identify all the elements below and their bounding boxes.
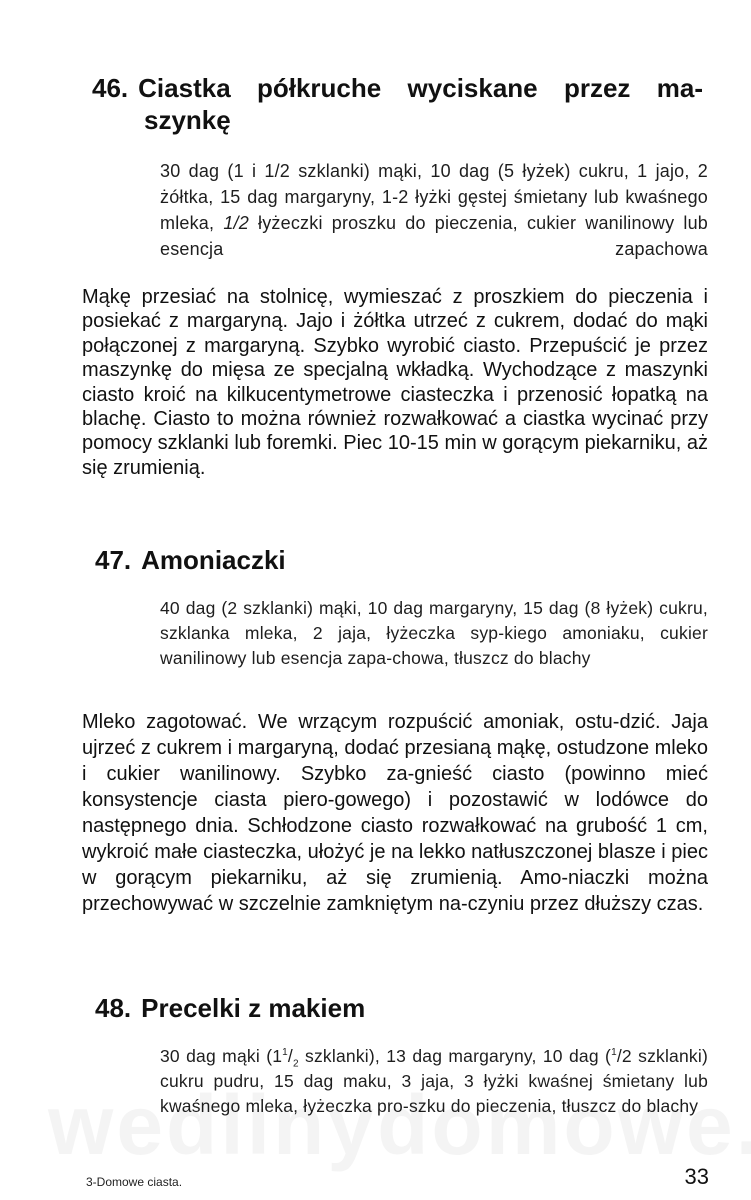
recipe-47-title-text: Amoniaczki: [141, 545, 286, 575]
recipe-47-method: Mleko zagotować. We wrzącym rozpuścić amoniak, ostu-dzić. Jaja ujrzeć z cukrem i margaryną, dodać przesianą mąkę, ostudzone mleko i cukier wanilinowy. Szybko za-gnieść ciasto (powinno mieć konsystencje ciasta piero-gowego) i pozostawić w lodówce do następnego dnia. Schłodzone ciasto rozwałkować na grubość 1 cm, wykroić małe ciasteczka, ułożyć je na lekko natłuszczonej blasze i piec w gorącym piekarniku, aż się zrumienią. Amo-niaczki można przechowywać w szczelnie zamkniętym na-czyniu przez dłuższy czas.: [82, 711, 708, 915]
recipe-48-fraction1-numerator: 1: [282, 1047, 288, 1059]
recipe-46-title-line1: [92, 72, 703, 104]
recipe-48-title-text: Precelki z makiem: [141, 993, 366, 1023]
recipe-46-ingredients-part5: pieczenia, cukier wanilinowy lub esencja zapachowa: [160, 213, 709, 259]
recipe-46-ingredients: [160, 158, 708, 262]
recipe-48-ingredients-pre: 30 dag mąki (1: [160, 1046, 283, 1066]
recipe-46-ingredients-part2: 1 jajo, 2 żółtka, 15 dag margaryny, 1-2 łyżki gęstej: [160, 161, 708, 207]
recipe-46-number: 46.: [92, 73, 129, 103]
recipe-46-ingredients-part4: łyżeczki proszku do: [248, 213, 426, 233]
recipe-48-fraction1-denominator: 2: [292, 1058, 299, 1070]
recipe-47-number: 47.: [95, 545, 132, 575]
recipe-48-number: 48.: [95, 993, 132, 1023]
recipe-48-ingredients: 30 dag mąki ($1^1/_2$ szklanki), 13 dag margaryny, 10 dag ($^1$/2 szklanki) cukru pudru, 15 dag maku, 3 jaja, 3 łyżki kwaśnej śmietany lub kwaśnego mleka, łyżeczka pro-szku do pieczenia, tłuszcz do blachy: [160, 1046, 708, 1116]
recipe-46-ingredients-fraction: 1/2: [223, 213, 249, 233]
recipe-46-title: [92, 72, 703, 136]
recipe-47-ingredients: 40 dag (2 szklanki) mąki, 10 dag margaryny, 15 dag (8 łyżek) cukru, szklanka mleka, 2 jaja, łyżeczka syp-kiego amoniaku, cukier wanilinowy lub esencja zapa-chowa, tłuszcz do blachy: [160, 598, 708, 668]
recipe-46-ingredients-part3: śmietany lub kwaśnego mleka,: [160, 187, 708, 233]
footer-book-title: 3-Domowe ciasta.: [86, 1175, 183, 1189]
recipe-46-title-line2: szynkę: [144, 105, 231, 135]
recipe-48-ingredients-mid: szklanki), 13 dag margaryny, 10 dag (: [298, 1046, 612, 1066]
page-number: 33: [684, 1164, 709, 1189]
recipe-46-title-text: Ciastka półkruche wyciskane przez ma-: [138, 73, 703, 103]
recipe-48-ingredients-post: /2 szklanki) cukru pudru, 15 dag maku, 3 jaja, 3 łyżki kwaśnej śmietany lub kwaśnego mleka, łyżeczka pro-szku do pieczenia, tłuszcz do blachy: [160, 1046, 708, 1116]
recipe-48-fraction2-numerator: 1: [611, 1047, 617, 1059]
recipe-47-title: [95, 544, 695, 576]
recipe-48-title: [95, 992, 695, 1024]
recipe-46-method: Mąkę przesiać na stolnicę, wymieszać z proszkiem do pieczenia i posiekać z margaryną. Jajo i żółtka utrzeć z cukrem, dodać do mąki połączonej z margaryną. Szybko wyrobić ciasto. Przepuścić je przez maszynkę do mięsa ze specjalną wkładką. Wychodzące z maszynki ciasto kroić na kilkucentymetrowe ciasteczka i przenosić łopatką na blachę. Ciasto to można również rozwałkować a ciastka wycinać przy pomocy szklanki lub foremki. Piec 10-15 min w gorącym piekarniku, aż się zrumienią.: [82, 286, 708, 479]
recipe-46-ingredients-part1: 30 dag (1 i 1/2 szklanki) mąki, 10 dag (5 łyżek) cukru,: [160, 161, 629, 181]
